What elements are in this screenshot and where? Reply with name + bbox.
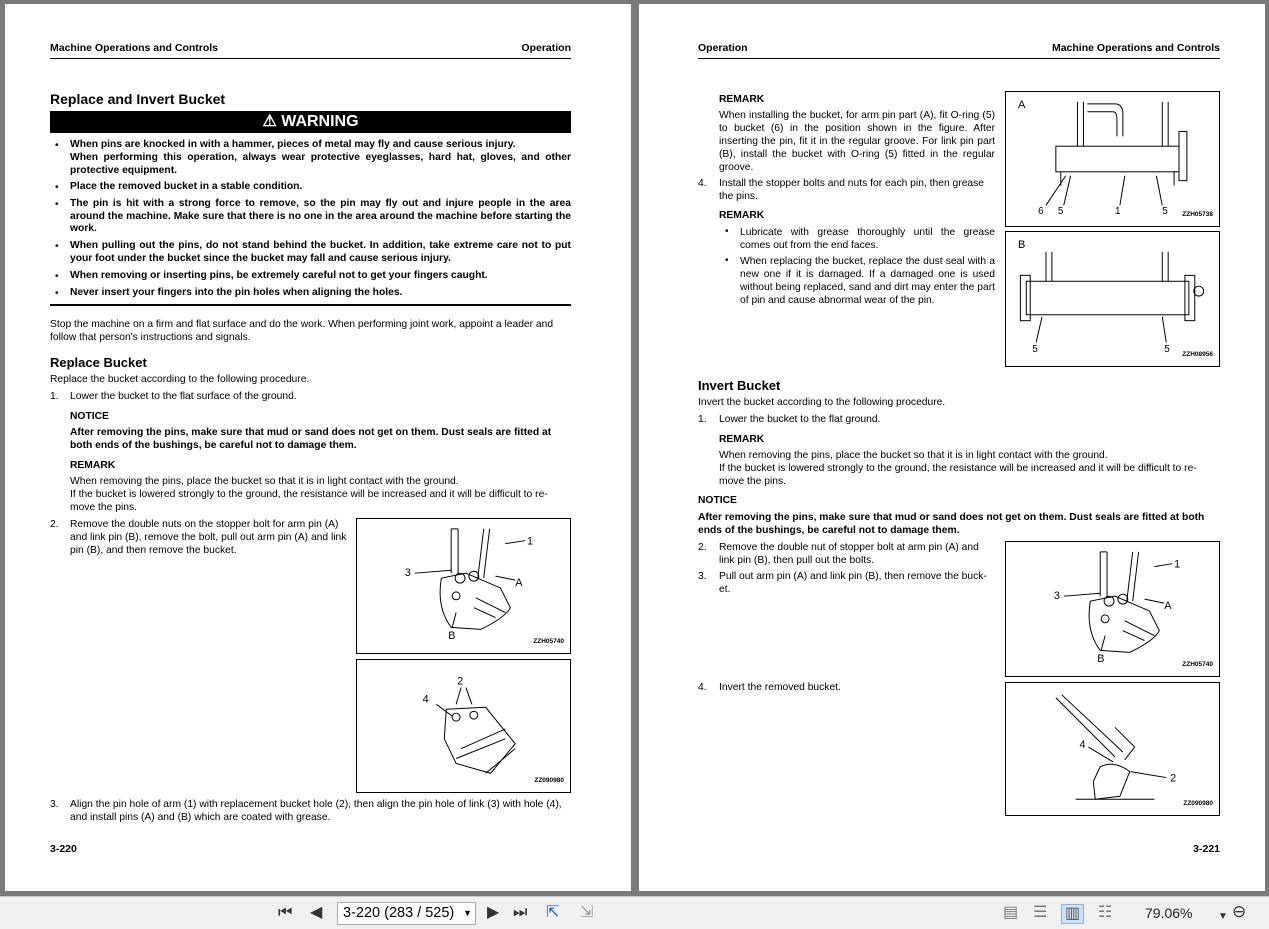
page-title: Replace and Invert Bucket [50,91,226,107]
bullet-icon: • [55,271,59,282]
step-text: Invert the removed bucket. [719,682,841,693]
warning-item: Place the removed bucket in a stable condition. [70,181,303,192]
remark-text: If the bucket is lowered strongly to the ground, the resistance will be increased and it will be difficult to re-move the pins. [70,489,548,513]
replacement-bucket-figure [356,659,571,793]
bullet-icon: • [55,241,59,252]
section-title: Replace Bucket [50,355,147,370]
left-page [5,4,631,891]
page-number: 3-221 [1193,843,1220,855]
header-right: Operation [521,42,571,54]
warning-item: When pulling out the pins, do not stand behind the bucket. In addition, take extreme care not to put your foot under the bucket since the bucket may fall and cause serious injury. [70,240,571,264]
callout-1: 1 [1174,558,1181,571]
callout-5: 5 [1162,206,1168,218]
callout-6: 6 [1038,206,1044,218]
two-page-icon[interactable]: ▥ [1061,904,1084,924]
bullet-icon: • [725,226,729,237]
remark-item: When replacing the bucket, replace the dust seal with a new one if it is damaged. If a damaged one is used without being replaced, sand and dirt may enter the part of pin and cause abnormal wear of the pin. [740,256,995,306]
step-text: Pull out arm pin (A) and link pin (B), then remove the buck-et. [719,571,987,595]
bullet-icon: • [55,288,59,299]
warning-item: When pins are knocked in with a hammer, pieces of metal may fly and cause serious injury. [70,139,516,150]
bullet-icon: • [55,140,59,151]
arm-pin-figure [1005,91,1220,227]
zoom-out-icon[interactable]: ⊖ [1232,902,1247,921]
warning-item: When removing or inserting pins, be extremely careful not to get your fingers caught. [70,270,488,281]
link-pin-illustration [1006,232,1219,366]
step-text: Lower the bucket to the flat surface of the ground. [70,391,297,402]
callout-3: 3 [1053,590,1060,603]
step-number: 3. [698,571,707,582]
bucket-install-illustration [357,660,570,792]
step-number: 4. [698,178,707,189]
next-page-icon[interactable]: ▶ [487,904,500,921]
callout-a: A [515,577,523,589]
step-text: Align the pin hole of arm (1) with replacement bucket hole (2), then align the pin hole of link (3) with hole (4), and install pins (A) and (B) which are coated with grease. [70,799,562,823]
callout-3: 3 [404,567,411,580]
figure-code: ZZ090980 [534,777,564,784]
warning-item: Never insert your fingers into the pin holes when aligning the holes. [70,287,403,298]
remark-label: REMARK [70,460,116,471]
zoom-level[interactable]: 79.06% [1145,905,1193,921]
navigation-toolbar [0,896,1269,929]
warning-item: The pin is hit with a strong force to remove, so the pin may fly out and injure people in the area around the machine. Make sure that there is no one in the area around the machine before starting the work. [70,198,571,234]
page-number-value: 3-220 (283 / 525) [343,905,455,921]
callout-5: 5 [1032,344,1038,356]
notice-label: NOTICE [70,411,109,422]
step-number: 1. [50,391,59,402]
callout-4: 4 [422,693,429,706]
header-rule [698,58,1220,59]
step-number: 3. [50,799,59,810]
header-rule [50,58,571,59]
header-left: Machine Operations and Controls [50,42,219,54]
bucket-pins-illustration [1006,542,1219,676]
step-number: 2. [698,542,707,553]
inverted-bucket-figure [1005,682,1220,816]
figure-code: ZZH08956 [1182,351,1213,358]
callout-2: 2 [457,675,464,688]
step-text: Lower the bucket to the flat ground. [719,414,881,425]
callout-5: 5 [1057,206,1064,218]
callout-a: A [1164,600,1172,612]
page-number-field[interactable] [337,902,476,925]
bucket-pins-illustration [357,519,570,653]
remark-text: When removing the pins, place the bucket so that it is in light contact with the ground. [70,476,459,487]
previous-view-icon[interactable]: ⇱ [546,904,560,921]
notice-text: After removing the pins, make sure that mud or sand does not get on them. Dust seals are fitted at both ends of the bushings, be careful not to damage them. [70,427,552,451]
bucket-removal-figure [1005,541,1220,677]
single-page-icon[interactable]: ▤ [1003,904,1019,921]
remark-text: When installing the bucket, for arm pin part (A), fit O-ring (5) to bucket (6) in the position shown in the figure. After inserting the pin, fit it in the regular groove. For link pin part (B), install the bucket with O-ring (5) fitted in the regular groove. [719,110,995,173]
page-number: 3-220 [50,843,77,855]
first-page-icon[interactable]: ⏮ [278,904,293,921]
section-intro: Replace the bucket according to the following procedure. [50,374,310,385]
step-text: Install the stopper bolts and nuts for each pin, then grease the pins. [719,178,985,202]
step-text: Remove the double nut of stopper bolt at arm pin (A) and link pin (B), then pull out the bolts. [719,542,979,566]
next-view-icon[interactable]: ⇲ [580,904,594,921]
remark-item: Lubricate with grease thoroughly until the grease comes out from the end faces. [740,227,995,251]
bucket-removal-figure [356,518,571,654]
header-left: Operation [698,42,748,54]
remark-text: When removing the pins, place the bucket so that it is in light contact with the ground. [719,450,1108,461]
callout-1: 1 [1114,206,1121,218]
warning-banner: ⚠ WARNING [50,111,571,133]
bullet-icon: • [725,255,729,266]
step-number: 1. [698,414,707,425]
callout-b: B [448,630,456,643]
callout-1: 1 [527,535,534,548]
callout-b: B [1097,653,1105,666]
callout-4: 4 [1079,739,1086,752]
figure-letter: B [1018,239,1026,251]
step-number: 4. [698,682,707,693]
section-intro: Invert the bucket according to the following procedure. [698,397,946,408]
section-title: Invert Bucket [698,378,781,393]
link-pin-figure [1005,231,1220,367]
continuous-page-icon[interactable]: ☰ [1033,904,1048,921]
arm-pin-illustration [1006,92,1219,226]
previous-page-icon[interactable]: ◀ [310,904,323,921]
remark-label: REMARK [719,434,765,445]
figure-code: ZZH05740 [1182,661,1213,668]
callout-5: 5 [1164,344,1170,356]
bullet-icon: • [55,199,59,210]
warning-item: When performing this operation, always wear protective eyeglasses, hard hat, gloves, and other protective equipment. [70,152,571,176]
inverted-bucket-illustration [1006,683,1219,815]
callout-2: 2 [1170,772,1177,785]
figure-code: ZZH05738 [1182,211,1213,218]
right-page [639,4,1265,891]
notice-label: NOTICE [698,495,737,506]
remark-label: REMARK [719,94,765,105]
header-right: Machine Operations and Controls [1051,42,1220,54]
warning-end-rule [50,304,571,306]
figure-code: ZZ090980 [1183,800,1213,807]
chevron-down-icon[interactable]: ▼ [463,908,472,918]
continuous-facing-icon[interactable]: ☷ [1098,904,1113,921]
step-text: Remove the double nuts on the stopper bolt for arm pin (A) and link pin (B), remove the bolt, pull out arm pin (A) and link pin (B), and then remove the bucket. [70,519,347,556]
remark-label: REMARK [719,210,765,221]
remark-text: If the bucket is lowered strongly to the ground, the resistance will be increased and it will be difficult to re-move the pins. [719,463,1197,487]
step-number: 2. [50,519,59,530]
intro-paragraph: Stop the machine on a firm and flat surface and do the work. When performing joint work, appoint a leader and follow that person's instructions and signals. [50,319,554,343]
last-page-icon[interactable]: ⏭ [513,904,528,921]
figure-code: ZZH05740 [533,638,564,645]
figure-letter: A [1018,99,1026,111]
zoom-dropdown-icon[interactable]: ▼ [1218,911,1228,922]
bullet-icon: • [55,182,59,193]
notice-text: After removing the pins, make sure that mud or sand does not get on them. Dust seals are fitted at both ends of the bushings, be careful not to damage them. [698,512,1205,536]
